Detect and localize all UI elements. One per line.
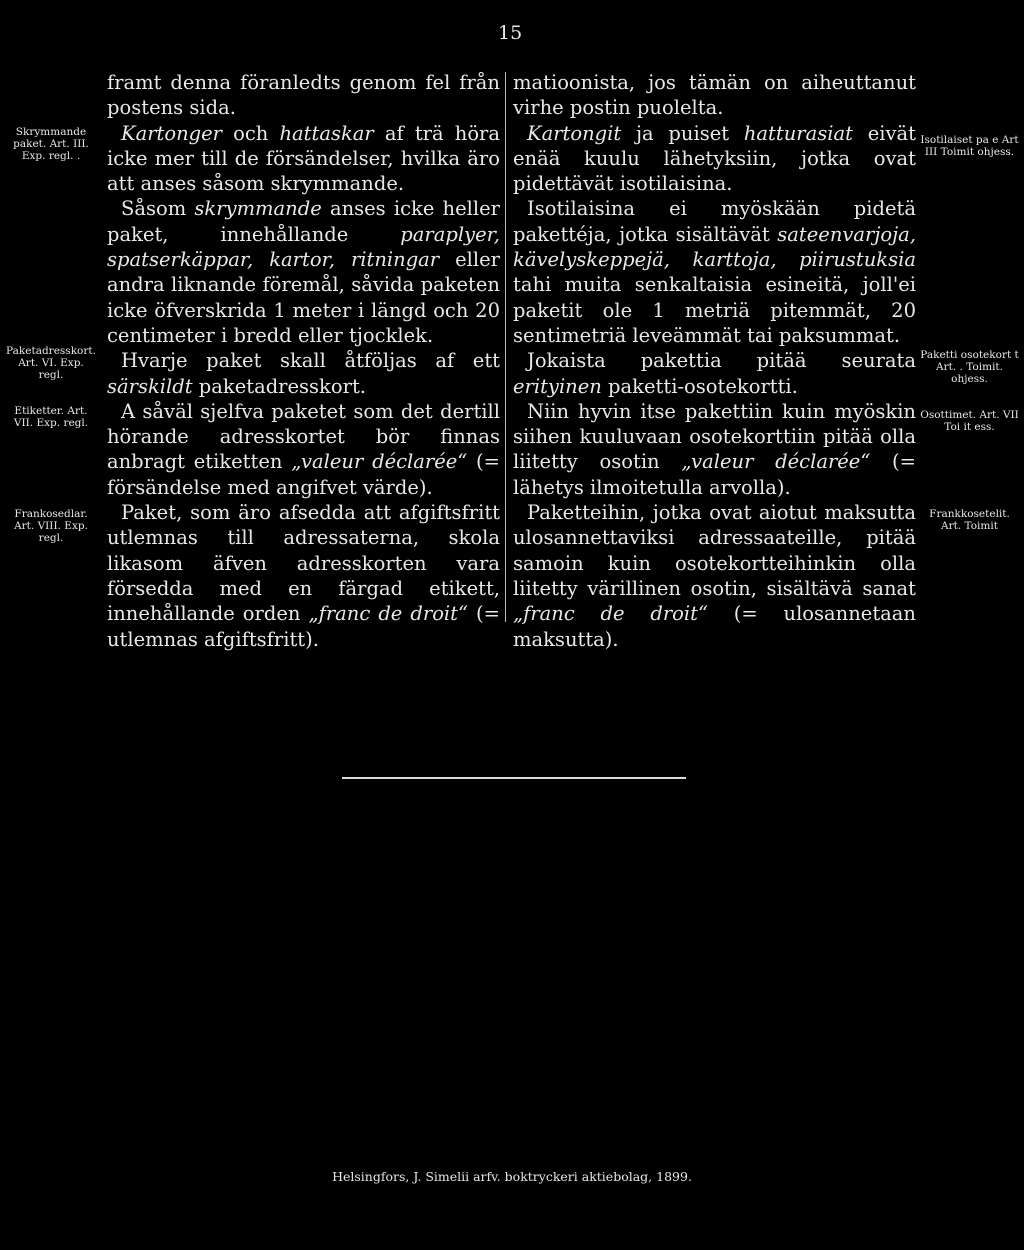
sv-paragraph-1: framt denna föranledts genom fel från postens sida. bbox=[107, 71, 500, 120]
sv-p6-italic-1: „franc de droit“ bbox=[308, 602, 468, 626]
fi-p2-text-2: eivät enää kuulu lähetyksiin, jotka ovat pidettävät isotilaisina. bbox=[513, 121, 916, 196]
fi-paragraph-3 bbox=[513, 196, 916, 348]
sv-p4-italic-1: särskildt bbox=[107, 374, 193, 398]
sv-p5-italic-1: „valeur déclarée“ bbox=[291, 450, 468, 474]
section-rule bbox=[342, 777, 686, 779]
sv-p2-italic-2: hattaskar bbox=[279, 121, 374, 145]
fi-p6-text-1: Paketteihin, jotka ovat aiotut maksutta ulosannettaviksi adressaateille, pitää samoin kuin osotekortteihinkin olla liitetty värillinen osotin, sisältävä sanat bbox=[513, 501, 916, 600]
fi-p4-italic-1: erityinen bbox=[513, 374, 602, 398]
fi-paragraph-6 bbox=[513, 500, 916, 652]
fi-paragraph-1: matioonista, jos tämän on aiheuttanut virhe postin puolelta. bbox=[513, 71, 916, 120]
fi-p2-italic-1: Kartongit bbox=[527, 121, 622, 145]
fi-p2-text-1: ja puiset bbox=[621, 121, 744, 145]
fi-p4-text-1: Jokaista pakettia pitää seurata bbox=[527, 349, 916, 373]
margin-note-paketadresskort: Paketadresskort. Art. VI. Exp. regl. bbox=[6, 345, 96, 381]
sv-p4-text-1: Hvarje paket skall åtföljas af ett bbox=[121, 349, 500, 373]
sv-paragraph-6 bbox=[107, 500, 500, 652]
fi-p5-text-1: Niin hyvin itse pakettiin kuin myöskin siihen kuuluvaan osotekorttiin pitää olla liitetty osotin bbox=[513, 399, 916, 474]
fi-p6-italic-1: „franc de droit“ bbox=[513, 602, 708, 626]
page-number: 15 bbox=[498, 22, 523, 44]
sv-p6-text-1: Paket, som äro afsedda att afgiftsfritt utlemnas till adressaterna, skola likasom äfven adresskorten vara försedda med en färgad etikett, innehållande orden bbox=[107, 501, 500, 626]
sv-paragraph-4 bbox=[107, 348, 500, 399]
margin-note-etiketter: Etiketter. Art. VII. Exp. regl. bbox=[13, 405, 89, 429]
sv-p4-text-2: paketadresskort. bbox=[192, 374, 366, 398]
fi-p5-italic-1: „valeur déclarée“ bbox=[681, 450, 871, 474]
finnish-column bbox=[513, 70, 916, 652]
sv-p2-text-1: och bbox=[222, 121, 280, 145]
swedish-column bbox=[107, 70, 500, 652]
column-divider bbox=[505, 72, 506, 622]
sv-p2-italic-1: Kartonger bbox=[121, 121, 222, 145]
fi-p5-text-2: (= lähetys ilmoitetulla arvolla). bbox=[513, 450, 917, 499]
sv-p3-text-3: eller andra liknande föremål, såvida paketen icke öfverskrida 1 meter i längd och 20 centimeter i bredd eller tjocklek. bbox=[107, 248, 500, 347]
sv-p5-text-1: A såväl sjelfva paketet som det dertill hörande adresskortet bör finnas anbragt etiketten bbox=[107, 399, 500, 474]
fi-p2-italic-2: hatturasiat bbox=[743, 121, 853, 145]
sv-p5-text-2: (= försändelse med angifvet värde). bbox=[107, 450, 501, 499]
margin-note-isotilaiset: Isotilaiset pa e Art III Toimit ohjess. bbox=[920, 134, 1019, 158]
sv-p3-italic-1: skrymmande bbox=[194, 197, 322, 221]
fi-paragraph-4 bbox=[513, 348, 916, 399]
sv-p3-italic-2: paraplyer, spatserkäppar, kartor, ritningar bbox=[107, 222, 500, 272]
margin-note-frankosedlar: Frankosedlar. Art. VIII. Exp. regl. bbox=[14, 508, 88, 544]
fi-p4-text-2: paketti-osotekortti. bbox=[601, 374, 798, 398]
margin-note-osottimet: Osottimet. Art. VII Toi it ess. bbox=[920, 409, 1019, 433]
fi-paragraph-2 bbox=[513, 121, 916, 197]
sv-p3-text-2: anses icke heller paket, innehållande bbox=[107, 197, 500, 246]
fi-paragraph-5 bbox=[513, 399, 916, 500]
fi-p3-text-1: Isotilaisina ei myöskään pidetä pakettéja, jotka sisältävät bbox=[513, 197, 916, 246]
sv-p2-text-2: af trä höra icke mer till de försändelser, hvilka äro att anses såsom skrymmande. bbox=[107, 121, 501, 196]
printer-footer: Helsingfors, J. Simelii arfv. boktryckeri aktiebolag, 1899. bbox=[332, 1169, 692, 1184]
margin-note-skrymmande: Skrymmande paket. Art. III. Exp. regl. . bbox=[13, 126, 89, 162]
fi-p3-italic-1: sateenvarjoja, kävelyskeppejä, karttoja, piirustuksia bbox=[513, 222, 916, 272]
sv-p6-text-2: (= utlemnas afgiftsfritt). bbox=[107, 602, 500, 651]
fi-p3-text-2: tahi muita senkaltaisia esineitä, joll'ei paketit ole 1 metriä pitemmät, 20 sentimetriä leveämmät tai paksummat. bbox=[513, 273, 916, 347]
sv-p3-text-1: Såsom bbox=[121, 197, 195, 221]
margin-note-paketti-osotekortti: Paketti osotekort t Art. . Toimit. ohjess. bbox=[920, 349, 1019, 385]
sv-paragraph-2 bbox=[107, 121, 500, 197]
margin-note-frankkosetelit: Frankkosetelit. Art. Toimit bbox=[929, 508, 1010, 532]
sv-paragraph-5 bbox=[107, 399, 500, 500]
sv-paragraph-3 bbox=[107, 196, 500, 348]
fi-p6-text-2: (= ulosannetaan maksutta). bbox=[513, 602, 916, 651]
